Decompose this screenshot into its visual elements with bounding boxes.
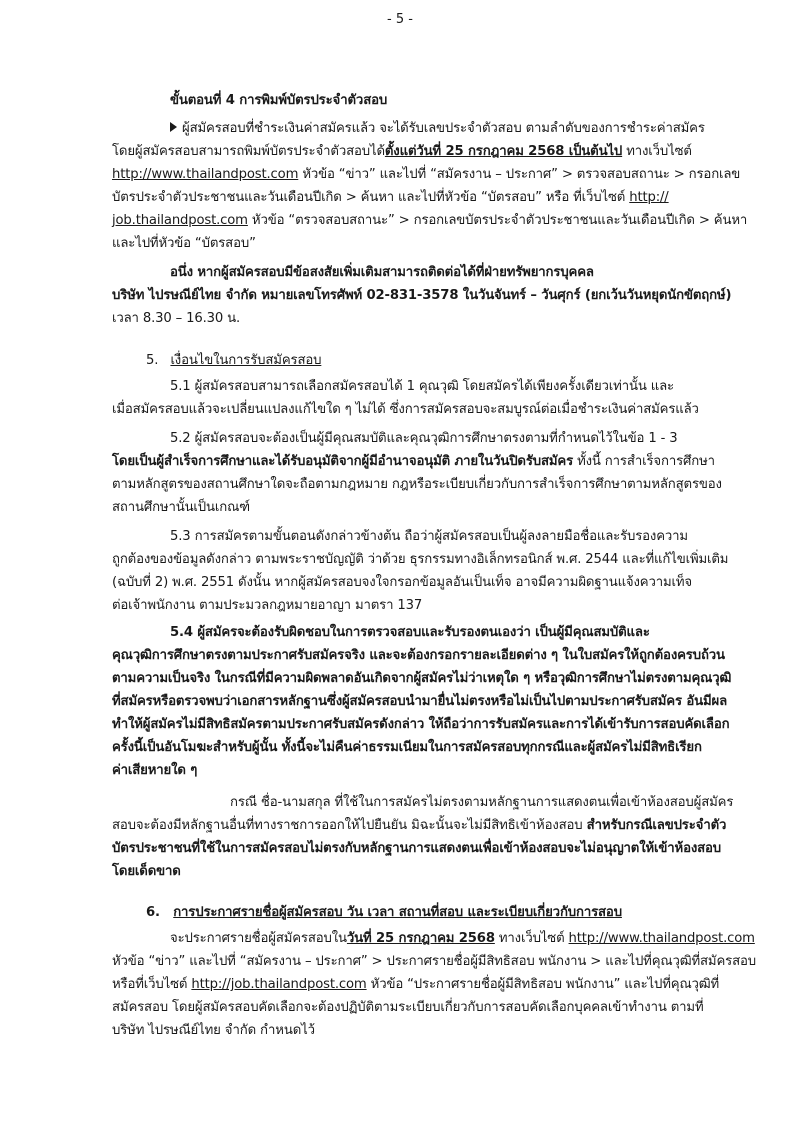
step4-paragraph-line [112,166,740,184]
text: ทางเว็บไซต์ [494,931,569,946]
name-mismatch-line: กรณี ชื่อ-นามสกุล ที่ใช้ในการสมัครไม่ตรงตามหลักฐานการแสดงตนเพื่อเข้าห้องสอบผู้สมัคร [230,795,734,810]
section5-heading [146,352,321,370]
bullet-triangle-icon [170,122,177,132]
text: หรือที่เว็บไซต์ [112,977,192,992]
clause-5-4-line: ตามความเป็นจริง ในกรณีที่มีความผิดพลาดอันเกิดจากผู้สมัครไม่ว่าเหตุใด ๆ หรือวุฒิการศึกษาไม่ตรงตามคุณวุฒิ [112,671,732,686]
clause-5-2-line: สถานศึกษานั้นเป็นเกณฑ์ [112,500,250,515]
text: โดยผู้สมัครสอบสามารถพิมพ์บัตรประจำตัวสอบได้ [112,144,385,159]
clause-5-4-line: คุณวุฒิการศึกษาตรงตามประกาศรับสมัครจริง และจะต้องกรอกรายละเอียดต่าง ๆ ในใบสมัครให้ถูกต้องครบถ้วน [112,648,725,663]
step4-paragraph-line [112,212,747,230]
clause-5-4-line: 5.4 ผู้สมัครจะต้องรับผิดชอบในการตรวจสอบและรับรองตนเองว่า เป็นผู้มีคุณสมบัติและ [170,625,650,640]
text: สอบจะต้องมีหลักฐานอื่นที่ทางราชการออกให้ไปยืนยัน มิฉะนั้นจะไม่มีสิทธิเข้าห้องสอบ [112,818,587,833]
clause-5-1-line: เมื่อสมัครสอบแล้วจะเปลี่ยนแปลงแก้ไขใด ๆ ไม่ได้ ซึ่งการสมัครสอบจะสมบูรณ์ต่อเมื่อชำระเงินค่าสมัครแล้ว [112,402,699,417]
text: หัวข้อ “ประกาศรายชื่อผู้มีสิทธิสอบ พนักงาน” และไปที่คุณวุฒิที่ [366,977,720,992]
page-number: - 5 - [387,12,413,27]
text: บัตรประจำตัวประชาชนและวันเดือนปีเกิด > ค้นหา และไปที่หัวข้อ “บัตรสอบ” หรือ ที่เว็บไซต์ [112,190,630,205]
clause-5-3-line: 5.3 การสมัครตามขั้นตอนดังกล่าวข้างต้น ถือว่าผู้สมัครสอบเป็นผู้ลงลายมือชื่อและรับรองความ [170,529,688,544]
section-title: เงื่อนไขในการรับสมัครสอบ [170,353,322,368]
clause-5-4-line: ที่สมัครหรือตรวจพบว่าเอกสารหลักฐานซึ่งผู้สมัครสอบนำมายื่นไม่ตรงหรือไม่เป็นไปตามประกาศรับสมัคร อันมีผล [112,694,728,709]
job-site-link[interactable]: http://job.thailandpost.com [191,977,367,992]
clause-5-4-line: ค่าเสียหายใด ๆ [112,763,198,778]
clause-5-2-line [112,453,715,471]
clause-5-3-line: ต่อเจ้าพนักงาน ตามประมวลกฎหมายอาญา มาตรา 137 [112,598,423,613]
print-date-highlight: ตั้งแต่วันที่ 25 กรกฎาคม 2568 เป็นต้นไป [384,144,623,159]
clause-5-3-line: (ฉบับที่ 2) พ.ศ. 2551 ดังนั้น หากผู้สมัครสอบจงใจกรอกข้อมูลอันเป็นเท็จ อาจมีความผิดฐานแจ้งความเท็จ [112,575,692,590]
thailandpost-link[interactable]: http://www.thailandpost.com [112,167,299,182]
contact-paragraph-line: อนึ่ง หากผู้สมัครสอบมีข้อสงสัยเพิ่มเติมสามารถติดต่อได้ที่ฝ่ายทรัพยากรบุคคล [170,265,594,280]
text: หัวข้อ “ข่าว” และไปที่ “สมัครงาน – ประกาศ” > ตรวจสอบสถานะ > กรอกเลข [298,167,741,182]
clause-5-2-line: 5.2 ผู้สมัครสอบจะต้องเป็นผู้มีคุณสมบัติและคุณวุฒิการศึกษาตรงตามที่กำหนดไว้ในข้อ 1 - 3 [170,431,678,446]
section6-line: บริษัท ไปรษณีย์ไทย จำกัด กำหนดไว้ [112,1023,315,1038]
text: หัวข้อ “ตรวจสอบสถานะ” > กรอกเลขบัตรประจำตัวประชาชนและวันเดือนปีเกิด > ค้นหา [247,213,748,228]
step4-paragraph-line [112,143,692,161]
name-mismatch-line: บัตรประชาชนที่ใช้ในการสมัครสอบไม่ตรงกับหลักฐานการแสดงตนเพื่อเข้าห้องสอบจะไม่อนุญาตให้เข้าห้องสอบ [112,841,722,856]
section6-heading [146,904,622,922]
text: จะประกาศรายชื่อผู้สมัครสอบใน [170,931,347,946]
contact-paragraph-line: เวลา 8.30 – 16.30 น. [112,311,241,326]
section6-line: สมัครสอบ โดยผู้สมัครสอบคัดเลือกจะต้องปฏิบัติตามระเบียบเกี่ยวกับการสอบคัดเลือกบุคคลเข้าทำงาน ตามที่ [112,1000,704,1015]
step4-paragraph-line [170,120,705,138]
text: ทั้งนี้ การสำเร็จการศึกษา [573,454,715,469]
step4-paragraph-line [112,189,669,207]
thailandpost-link[interactable]: http://www.thailandpost.com [568,931,755,946]
step4-paragraph-line: และไปที่หัวข้อ “บัตรสอบ” [112,236,256,251]
clause-5-3-line: ถูกต้องของข้อมูลดังกล่าว ตามพระราชบัญญัติ ว่าด้วย ธุรกรรมทางอิเล็กทรอนิกส์ พ.ศ. 2544 และที่แก้ไขเพิ่มเติม [112,552,729,567]
section-number: 6. [146,905,160,920]
clause-5-1-line: 5.1 ผู้สมัครสอบสามารถเลือกสมัครสอบได้ 1 คุณวุฒิ โดยสมัครได้เพียงครั้งเดียวเท่านั้น และ [170,379,674,394]
contact-paragraph-line: บริษัท ไปรษณีย์ไทย จำกัด หมายเลขโทรศัพท์ 02-831-3578 ในวันจันทร์ – วันศุกร์ (ยกเว้นวันหยุดนักขัตฤกษ์) [112,288,732,303]
step4-heading: ขั้นตอนที่ 4 การพิมพ์บัตรประจำตัวสอบ [170,93,388,108]
section-number: 5. [146,353,159,368]
section6-line [112,976,719,994]
section-title: การประกาศรายชื่อผู้สมัครสอบ วัน เวลา สถานที่สอบ และระเบียบเกี่ยวกับการสอบ [173,905,622,920]
job-site-link-end[interactable]: job.thailandpost.com [112,213,248,228]
text: ทางเว็บไซต์ [622,144,692,159]
bold-text: สำหรับกรณีเลขประจำตัว [586,818,727,833]
name-mismatch-line [112,817,726,835]
section6-line: หัวข้อ “ข่าว” และไปที่ “สมัครงาน – ประกาศ” > ประกาศรายชื่อผู้มีสิทธิสอบ พนักงาน > และไปที่คุณวุฒิที่สมัครสอบ [112,954,756,969]
bold-text: โดยเป็นผู้สำเร็จการศึกษาและได้รับอนุมัติจากผู้มีอำนาจอนุมัติ ภายในวันปิดรับสมัคร [112,454,574,469]
announce-date-highlight: วันที่ 25 กรกฎาคม 2568 [346,931,495,946]
name-mismatch-line: โดยเด็ดขาด [112,864,181,879]
job-site-link-start[interactable]: http:// [629,190,669,205]
clause-5-4-line: ครั้งนี้เป็นอันโมฆะสำหรับผู้นั้น ทั้งนี้จะไม่คืนค่าธรรมเนียมในการสมัครสอบทุกกรณีและผู้สมัครไม่มีสิทธิเรียก [112,740,702,755]
text: ผู้สมัครสอบที่ชำระเงินค่าสมัครแล้ว จะได้รับเลขประจำตัวสอบ ตามลำดับของการชำระค่าสมัคร [182,121,705,136]
section6-line [170,930,755,948]
clause-5-4-line: ทำให้ผู้สมัครไม่มีสิทธิสมัครตามประกาศรับสมัครดังกล่าว ให้ถือว่าการรับสมัครและการได้เข้ารับการสอบคัดเลือก [112,717,730,732]
clause-5-2-line: ตามหลักสูตรของสถานศึกษาใดจะถือตามกฎหมาย กฎหรือระเบียบเกี่ยวกับการสำเร็จการศึกษาตามหลักสูตรของ [112,477,722,492]
